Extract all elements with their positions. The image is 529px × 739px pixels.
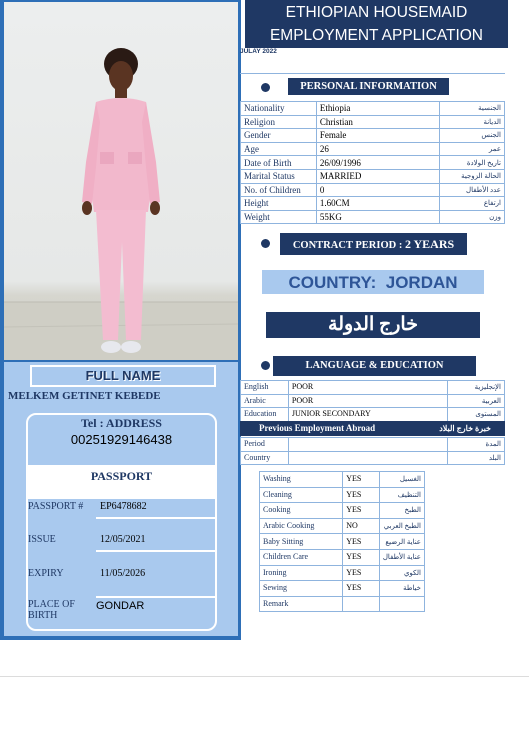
row-arabic: الطبخ العربي — [379, 518, 424, 534]
passport-title: PASSPORT — [28, 465, 215, 499]
table-row — [260, 518, 425, 534]
previous-employment-table — [240, 437, 505, 465]
row-arabic: الغسيل — [379, 472, 424, 488]
row-label: Sewing — [260, 581, 343, 597]
table-row — [241, 115, 505, 129]
table-row — [260, 487, 425, 503]
contract-period-bar — [280, 233, 467, 255]
table-row — [241, 169, 505, 183]
full-name-label: FULL NAME — [30, 365, 216, 387]
row-arabic: المدة — [448, 438, 505, 452]
row-arabic: الكوي — [379, 565, 424, 581]
row-label: Nationality — [241, 102, 317, 116]
row-label: Arabic Cooking — [260, 518, 343, 534]
passport-number-label: PASSPORT # — [28, 501, 84, 512]
row-arabic: عناية الأطفال — [379, 549, 424, 565]
row-value: 0 — [316, 183, 439, 197]
row-arabic: المستوى — [448, 408, 505, 422]
row-label: English — [241, 381, 289, 395]
row-value: YES — [343, 581, 380, 597]
row-value: YES — [343, 534, 380, 550]
table-row — [241, 451, 505, 465]
row-arabic: العربية — [448, 394, 505, 408]
country-box — [262, 270, 484, 294]
row-value: NO — [343, 518, 380, 534]
row-arabic: تاريخ الولادة — [440, 156, 505, 170]
bullet-icon — [261, 239, 270, 248]
table-row — [241, 197, 505, 211]
birth-place-label-line1: PLACE OF — [28, 599, 75, 610]
candidate-photo — [4, 2, 238, 360]
row-value: JUNIOR SECONDARY — [288, 408, 447, 422]
row-value — [288, 451, 447, 465]
row-value: 55KG — [316, 210, 439, 224]
previous-employment-bar — [240, 421, 505, 436]
table-row — [241, 183, 505, 197]
table-row — [241, 394, 505, 408]
candidate-photo-figure — [4, 2, 238, 360]
personal-info-title: PERSONAL INFORMATION — [288, 78, 449, 95]
row-arabic: الحالة الزوجية — [440, 169, 505, 183]
table-row — [241, 408, 505, 422]
table-row — [241, 142, 505, 156]
passport-number-value: EP6478682 — [100, 501, 147, 512]
row-label: Ironing — [260, 565, 343, 581]
row-arabic: عمر — [440, 142, 505, 156]
row-arabic: وزن — [440, 210, 505, 224]
table-row — [241, 438, 505, 452]
row-label: Baby Sitting — [260, 534, 343, 550]
page-title — [245, 0, 508, 48]
row-value: YES — [343, 503, 380, 519]
contract-period-label: CONTRACT PERIOD : — [292, 240, 405, 251]
table-row — [241, 210, 505, 224]
row-label: Children Care — [260, 549, 343, 565]
row-label: Age — [241, 142, 317, 156]
row-value: 26 — [316, 142, 439, 156]
contract-period-value: 2 YEARS — [404, 237, 455, 251]
row-value: YES — [343, 565, 380, 581]
previous-employment-arabic: خبرة خارج البلاد — [439, 424, 491, 433]
row-value — [343, 596, 380, 612]
row-label: No. of Children — [241, 183, 317, 197]
row-arabic: الديانة — [440, 115, 505, 129]
row-arabic: البلد — [448, 451, 505, 465]
row-label: Washing — [260, 472, 343, 488]
row-value — [288, 438, 447, 452]
row-arabic: عناية الرضيع — [379, 534, 424, 550]
table-row — [241, 102, 505, 116]
divider — [240, 73, 505, 74]
row-value: 1.60CM — [316, 197, 439, 211]
row-label: Remark — [260, 596, 343, 612]
bullet-icon — [261, 83, 270, 92]
row-label: Height — [241, 197, 317, 211]
row-arabic: التنظيف — [379, 487, 424, 503]
table-row — [241, 156, 505, 170]
row-value: 26/09/1996 — [316, 156, 439, 170]
row-arabic: ارتفاع — [440, 197, 505, 211]
row-arabic — [379, 596, 424, 612]
table-row — [260, 534, 425, 550]
row-value: Female — [316, 129, 439, 143]
tel-label: Tel : ADDRESS — [81, 416, 162, 430]
previous-employment-title: Previous Employment Abroad — [259, 423, 376, 433]
skills-table — [259, 471, 425, 612]
row-label: Gender — [241, 129, 317, 143]
personal-info-table — [240, 101, 505, 224]
divider — [0, 676, 529, 677]
birth-place-value: GONDAR — [96, 600, 145, 612]
country-label: COUNTRY: — [288, 273, 377, 292]
divider — [96, 550, 216, 552]
row-value: Christian — [316, 115, 439, 129]
issue-date-value: 12/05/2021 — [100, 534, 146, 545]
table-row — [260, 596, 425, 612]
row-label: Weight — [241, 210, 317, 224]
row-value: POOR — [288, 381, 447, 395]
row-arabic: الجنس — [440, 129, 505, 143]
row-label: Cleaning — [260, 487, 343, 503]
table-row — [260, 503, 425, 519]
row-arabic: خياطة — [379, 581, 424, 597]
row-label: Date of Birth — [241, 156, 317, 170]
divider — [96, 596, 216, 598]
table-row — [241, 381, 505, 395]
row-value: YES — [343, 487, 380, 503]
row-label: Religion — [241, 115, 317, 129]
issue-label: ISSUE — [28, 534, 56, 545]
country-value: JORDAN — [385, 273, 458, 292]
row-value: YES — [343, 472, 380, 488]
row-label: Period — [241, 438, 289, 452]
row-value: POOR — [288, 394, 447, 408]
row-value: Ethiopia — [316, 102, 439, 116]
document-date: JULAY 2022 — [240, 48, 277, 55]
table-row — [260, 549, 425, 565]
title-line-1: ETHIOPIAN HOUSEMAID — [285, 4, 468, 21]
row-label: Country — [241, 451, 289, 465]
table-row — [260, 472, 425, 488]
language-table — [240, 380, 505, 422]
row-arabic: عدد الأطفال — [440, 183, 505, 197]
row-value: YES — [343, 549, 380, 565]
row-label: Arabic — [241, 394, 289, 408]
language-education-title: LANGUAGE & EDUCATION — [273, 356, 476, 376]
row-label: Marital Status — [241, 169, 317, 183]
row-arabic: الإنجليزية — [448, 381, 505, 395]
tel-value: 00251929146438 — [70, 432, 173, 447]
divider — [96, 517, 216, 519]
title-line-2: EMPLOYMENT APPLICATION — [269, 27, 484, 44]
row-arabic: الجنسية — [440, 102, 505, 116]
row-label: Cooking — [260, 503, 343, 519]
row-arabic: الطبخ — [379, 503, 424, 519]
row-value: MARRIED — [316, 169, 439, 183]
expiry-label: EXPIRY — [28, 568, 64, 579]
bullet-icon — [261, 361, 270, 370]
row-label: Education — [241, 408, 289, 422]
expiry-date-value: 11/05/2026 — [100, 568, 146, 579]
table-row — [260, 581, 425, 597]
country-arabic-label: خارج الدولة — [266, 312, 480, 338]
full-name-value: MELKEM GETINET KEBEDE — [8, 390, 161, 402]
table-row — [260, 565, 425, 581]
table-row — [241, 129, 505, 143]
birth-place-label-line2: BIRTH — [28, 610, 58, 621]
